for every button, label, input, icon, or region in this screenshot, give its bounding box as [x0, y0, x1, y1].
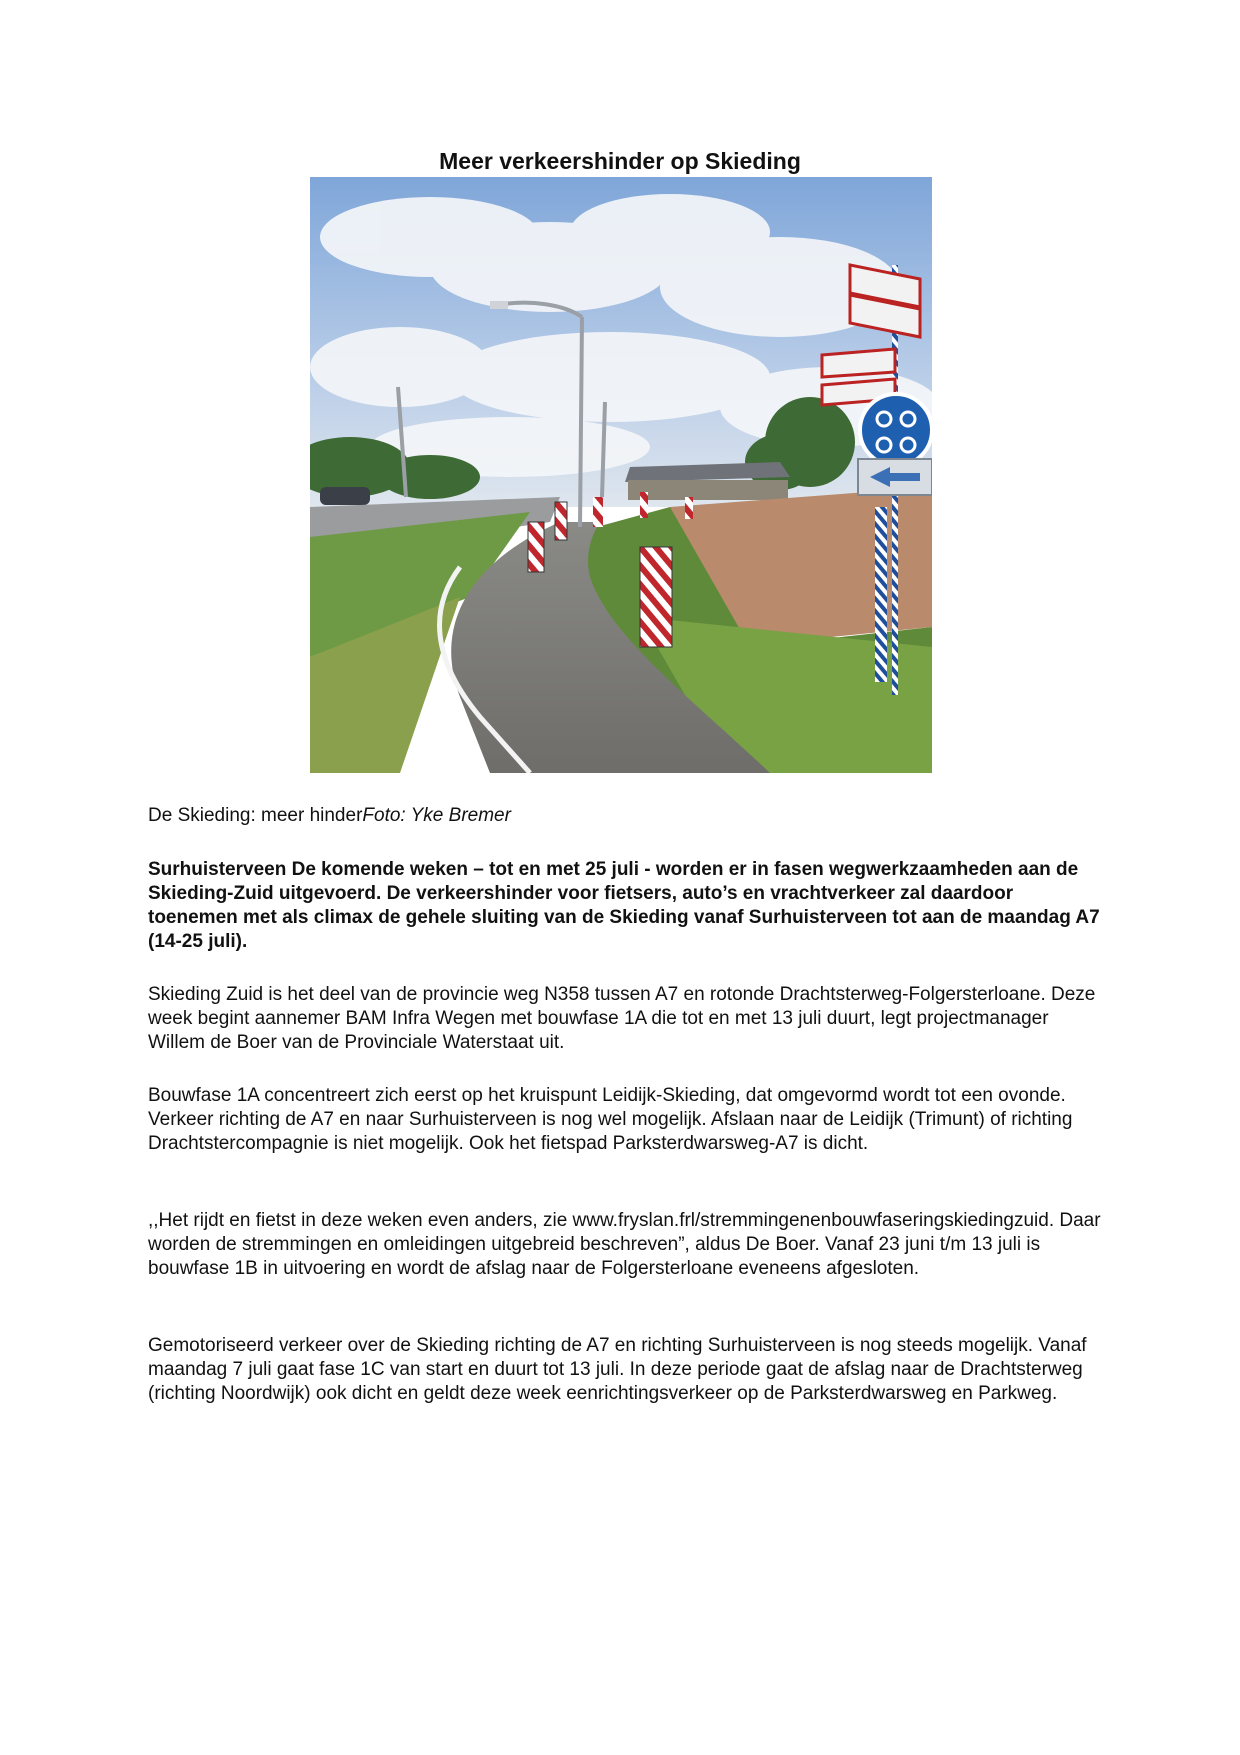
- article-lead: Surhuisterveen De komende weken – tot en met 25 juli - worden er in fasen wegwerkzaamheden aan de Skieding-Zuid uitgevoerd. De verkeershinder voor fietsers, auto’s en vrachtverkeer zal daardoor toenemen met als climax de gehele sluiting van de Skieding vanaf Surhuisterveen tot aan de maandag A7 (14-25 juli).: [148, 859, 1100, 952]
- photo-credit: Foto: Yke Bremer: [362, 805, 511, 826]
- article-paragraph-2: Bouwfase 1A concentreert zich eerst op het kruispunt Leidijk-Skieding, dat omgevormd wordt tot een ovonde. Verkeer richting de A7 en naar Surhuisterveen is nog wel mogelijk. Afslaan naar de Leidijk (Trimunt) of richting Drachtstercompagnie is niet mogelijk. Ook het fietspad Parksterdwarsweg-A7 is dicht.: [148, 1085, 1073, 1154]
- article-paragraph-1: Skieding Zuid is het deel van de provincie weg N358 tussen A7 en rotonde Drachtsterweg-Folgersterloane. Deze week begint aannemer BAM Infra Wegen met bouwfase 1A die tot en met 13 juli duurt, legt projectmanager Willem de Boer van de Provinciale Waterstaat uit.: [148, 984, 1096, 1053]
- cycle-path-photo: [310, 177, 932, 773]
- article-photo: [310, 177, 932, 773]
- photo-caption: [148, 805, 511, 827]
- article-paragraph-4: Gemotoriseerd verkeer over de Skieding richting de A7 en richting Surhuisterveen is nog steeds mogelijk. Vanaf maandag 7 juli gaat fase 1C van start en duurt tot 13 juli. In deze periode gaat de afslag naar de Drachtsterweg (richting Noordwijk) ook dicht en geldt deze week eenrichtingsverkeer op de Parksterdwarsweg en Parkweg.: [148, 1335, 1087, 1404]
- caption-text: De Skieding: meer hinder: [148, 805, 363, 826]
- article-title: Meer verkeershinder op Skieding: [439, 148, 801, 174]
- article-paragraph-3: ,,Het rijdt en fietst in deze weken even anders, zie www.fryslan.frl/stremmingenenbouwfaseringskiedingzuid. Daar worden de stremmingen en omleidingen uitgebreid beschreven”, aldus De Boer. Vanaf 23 juni t/m 13 juli is bouwfase 1B in uitvoering en wordt de afslag naar de Folgersterloane eveneens afgesloten.: [148, 1210, 1101, 1279]
